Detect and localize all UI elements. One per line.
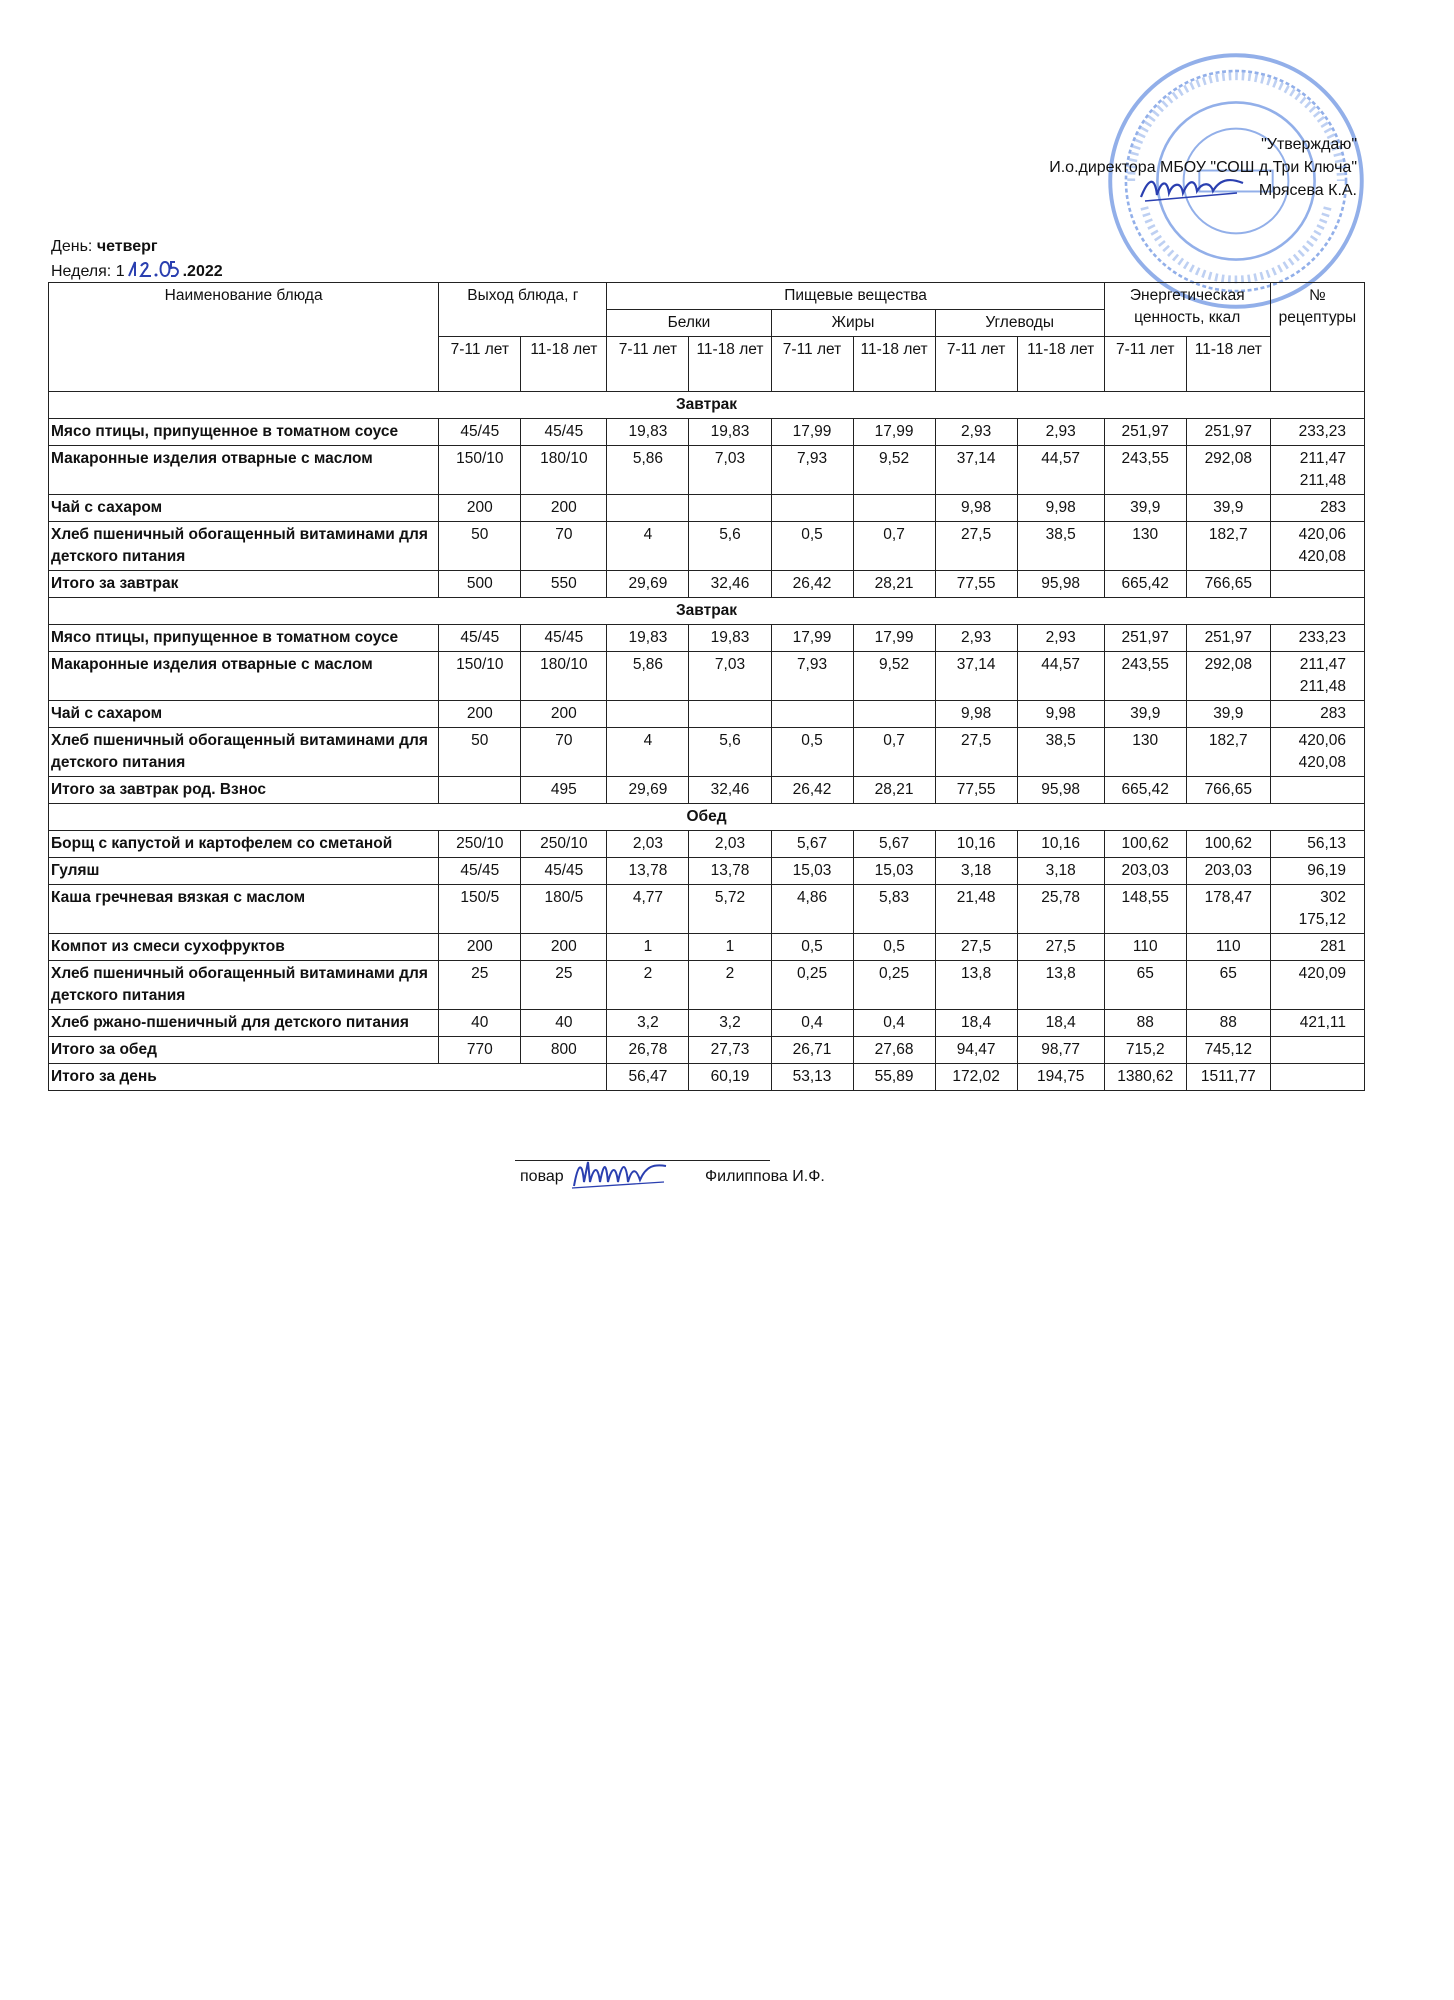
value-cell: 37,14	[935, 446, 1017, 495]
value-cell: 29,69	[607, 777, 689, 804]
dish-row	[49, 495, 1365, 522]
menu-table	[48, 282, 1365, 1091]
value-cell: 3,18	[1017, 858, 1104, 885]
value-cell: 182,7	[1186, 728, 1270, 777]
dish-row	[49, 728, 1365, 777]
day-total-label: Итого за день	[49, 1064, 607, 1091]
dish-name: Хлеб ржано-пшеничный для детского питания	[49, 1010, 439, 1037]
value-cell: 292,08	[1186, 446, 1270, 495]
value-cell	[771, 701, 853, 728]
value-cell: 45/45	[439, 419, 521, 446]
value-cell: 243,55	[1104, 652, 1186, 701]
value-cell: 766,65	[1186, 571, 1270, 598]
value-cell: 9,52	[853, 446, 935, 495]
value-cell: 17,99	[853, 419, 935, 446]
value-cell	[607, 495, 689, 522]
dish-row	[49, 446, 1365, 495]
dish-row	[49, 885, 1365, 934]
dish-row	[49, 934, 1365, 961]
value-cell: 0,7	[853, 728, 935, 777]
recipe-number: 211,47 211,48	[1270, 446, 1364, 495]
value-cell: 7,03	[689, 446, 771, 495]
value-cell: 5,67	[771, 831, 853, 858]
value-cell: 178,47	[1186, 885, 1270, 934]
cook-name: Филиппова И.Ф.	[705, 1168, 825, 1185]
section-header-row	[49, 598, 1365, 625]
total-row	[49, 777, 1365, 804]
value-cell	[689, 701, 771, 728]
dish-name: Макаронные изделия отварные с маслом	[49, 446, 439, 495]
value-cell: 19,83	[689, 625, 771, 652]
value-cell: 26,71	[771, 1037, 853, 1064]
value-cell: 250/10	[439, 831, 521, 858]
value-cell: 200	[521, 701, 607, 728]
recipe-number: 233,23	[1270, 419, 1364, 446]
header-age: 11-18 лет	[1017, 337, 1104, 392]
value-cell: 100,62	[1186, 831, 1270, 858]
value-cell: 550	[521, 571, 607, 598]
value-cell	[771, 495, 853, 522]
director-signature-icon	[1137, 171, 1247, 207]
recipe-number: 281	[1270, 934, 1364, 961]
recipe-number	[1270, 1064, 1364, 1091]
value-cell: 251,97	[1104, 419, 1186, 446]
value-cell: 27,5	[935, 522, 1017, 571]
section-title: Завтрак	[49, 392, 1365, 419]
header-age: 7-11 лет	[1104, 337, 1186, 392]
value-cell: 0,5	[771, 522, 853, 571]
approval-signature-line	[1049, 179, 1357, 202]
value-cell: 1511,77	[1186, 1064, 1270, 1091]
recipe-number: 211,47 211,48	[1270, 652, 1364, 701]
value-cell: 27,5	[935, 728, 1017, 777]
value-cell: 19,83	[689, 419, 771, 446]
value-cell: 77,55	[935, 571, 1017, 598]
value-cell: 55,89	[853, 1064, 935, 1091]
value-cell	[439, 777, 521, 804]
value-cell: 25	[439, 961, 521, 1010]
value-cell: 38,5	[1017, 728, 1104, 777]
value-cell: 2	[689, 961, 771, 1010]
value-cell: 13,78	[689, 858, 771, 885]
value-cell: 130	[1104, 522, 1186, 571]
value-cell: 766,65	[1186, 777, 1270, 804]
day-value: четверг	[96, 238, 158, 255]
value-cell: 180/10	[521, 652, 607, 701]
recipe-number	[1270, 571, 1364, 598]
section-title: Обед	[49, 804, 1365, 831]
value-cell: 45/45	[439, 625, 521, 652]
value-cell: 0,5	[771, 728, 853, 777]
value-cell: 44,57	[1017, 652, 1104, 701]
day-info	[51, 235, 223, 283]
dish-name: Компот из смеси сухофруктов	[49, 934, 439, 961]
dish-row	[49, 522, 1365, 571]
recipe-number: 420,09	[1270, 961, 1364, 1010]
week-line: Неделя: 1 .2022	[51, 258, 223, 283]
value-cell: 95,98	[1017, 571, 1104, 598]
value-cell: 250/10	[521, 831, 607, 858]
value-cell: 5,83	[853, 885, 935, 934]
value-cell: 37,14	[935, 652, 1017, 701]
dish-name: Хлеб пшеничный обогащенный витаминами для детского питания	[49, 728, 439, 777]
value-cell: 27,73	[689, 1037, 771, 1064]
value-cell: 5,72	[689, 885, 771, 934]
value-cell: 200	[439, 495, 521, 522]
value-cell: 27,5	[1017, 934, 1104, 961]
value-cell: 39,9	[1186, 701, 1270, 728]
value-cell: 7,03	[689, 652, 771, 701]
header-age: 7-11 лет	[771, 337, 853, 392]
value-cell: 45/45	[521, 858, 607, 885]
value-cell: 0,5	[853, 934, 935, 961]
header-energy: Энергетическая ценность, ккал	[1104, 283, 1270, 337]
value-cell: 3,18	[935, 858, 1017, 885]
value-cell: 60,19	[689, 1064, 771, 1091]
value-cell: 9,98	[935, 701, 1017, 728]
value-cell: 2,93	[935, 625, 1017, 652]
value-cell: 27,5	[935, 934, 1017, 961]
dish-row	[49, 1010, 1365, 1037]
value-cell: 665,42	[1104, 571, 1186, 598]
value-cell: 150/10	[439, 446, 521, 495]
value-cell: 9,98	[935, 495, 1017, 522]
value-cell: 1380,62	[1104, 1064, 1186, 1091]
dish-name: Чай с сахаром	[49, 495, 439, 522]
cook-signature-icon	[570, 1152, 670, 1192]
value-cell: 65	[1186, 961, 1270, 1010]
dish-name: Чай с сахаром	[49, 701, 439, 728]
value-cell: 180/10	[521, 446, 607, 495]
value-cell: 28,21	[853, 571, 935, 598]
value-cell: 800	[521, 1037, 607, 1064]
day-line: День: четверг	[51, 238, 158, 255]
value-cell: 130	[1104, 728, 1186, 777]
value-cell: 182,7	[1186, 522, 1270, 571]
dish-name: Макаронные изделия отварные с маслом	[49, 652, 439, 701]
value-cell: 5,67	[853, 831, 935, 858]
value-cell: 2	[607, 961, 689, 1010]
value-cell: 17,99	[853, 625, 935, 652]
value-cell: 13,78	[607, 858, 689, 885]
value-cell: 9,98	[1017, 701, 1104, 728]
value-cell: 26,78	[607, 1037, 689, 1064]
value-cell: 19,83	[607, 419, 689, 446]
recipe-number: 283	[1270, 701, 1364, 728]
total-label: Итого за завтрак род. Взнос	[49, 777, 439, 804]
recipe-number: 420,06 420,08	[1270, 522, 1364, 571]
value-cell: 203,03	[1186, 858, 1270, 885]
dish-name: Мясо птицы, припущенное в томатном соусе	[49, 625, 439, 652]
handwritten-date-icon	[125, 258, 183, 280]
value-cell: 200	[521, 495, 607, 522]
dish-name: Каша гречневая вязкая с маслом	[49, 885, 439, 934]
value-cell: 98,77	[1017, 1037, 1104, 1064]
value-cell: 5,6	[689, 728, 771, 777]
value-cell: 40	[439, 1010, 521, 1037]
value-cell: 39,9	[1104, 701, 1186, 728]
value-cell: 745,12	[1186, 1037, 1270, 1064]
value-cell: 200	[439, 934, 521, 961]
header-age: 11-18 лет	[689, 337, 771, 392]
section-title: Завтрак	[49, 598, 1365, 625]
value-cell: 3,2	[689, 1010, 771, 1037]
value-cell: 18,4	[935, 1010, 1017, 1037]
value-cell: 251,97	[1186, 419, 1270, 446]
value-cell: 7,93	[771, 446, 853, 495]
value-cell: 172,02	[935, 1064, 1017, 1091]
value-cell: 110	[1104, 934, 1186, 961]
value-cell: 150/5	[439, 885, 521, 934]
value-cell: 39,9	[1104, 495, 1186, 522]
recipe-number: 96,19	[1270, 858, 1364, 885]
recipe-number: 420,06 420,08	[1270, 728, 1364, 777]
value-cell: 53,13	[771, 1064, 853, 1091]
value-cell: 40	[521, 1010, 607, 1037]
total-label: Итого за завтрак	[49, 571, 439, 598]
value-cell: 17,99	[771, 419, 853, 446]
value-cell: 25,78	[1017, 885, 1104, 934]
value-cell: 180/5	[521, 885, 607, 934]
dish-row	[49, 625, 1365, 652]
cook-label: повар	[520, 1168, 564, 1185]
recipe-number: 302 175,12	[1270, 885, 1364, 934]
value-cell: 88	[1104, 1010, 1186, 1037]
value-cell: 0,25	[771, 961, 853, 1010]
header-age: 11-18 лет	[853, 337, 935, 392]
value-cell: 10,16	[935, 831, 1017, 858]
value-cell: 0,25	[853, 961, 935, 1010]
value-cell: 665,42	[1104, 777, 1186, 804]
value-cell: 243,55	[1104, 446, 1186, 495]
value-cell: 88	[1186, 1010, 1270, 1037]
value-cell: 17,99	[771, 625, 853, 652]
value-cell: 18,4	[1017, 1010, 1104, 1037]
dish-row	[49, 652, 1365, 701]
value-cell: 0,4	[853, 1010, 935, 1037]
value-cell: 495	[521, 777, 607, 804]
header-age: 7-11 лет	[439, 337, 521, 392]
total-label: Итого за обед	[49, 1037, 439, 1064]
value-cell: 25	[521, 961, 607, 1010]
header-fats: Жиры	[771, 310, 935, 337]
value-cell: 9,98	[1017, 495, 1104, 522]
value-cell: 770	[439, 1037, 521, 1064]
value-cell: 13,8	[1017, 961, 1104, 1010]
header-dish-name: Наименование блюда	[49, 283, 439, 392]
value-cell: 5,86	[607, 652, 689, 701]
dish-name: Борщ с капустой и картофелем со сметаной	[49, 831, 439, 858]
value-cell: 45/45	[521, 419, 607, 446]
value-cell	[853, 495, 935, 522]
section-header-row	[49, 392, 1365, 419]
header-age: 7-11 лет	[607, 337, 689, 392]
value-cell: 3,2	[607, 1010, 689, 1037]
value-cell: 32,46	[689, 777, 771, 804]
dish-name: Хлеб пшеничный обогащенный витаминами для детского питания	[49, 522, 439, 571]
day-total-row	[49, 1064, 1365, 1091]
value-cell: 2,93	[1017, 625, 1104, 652]
recipe-number	[1270, 1037, 1364, 1064]
value-cell: 2,03	[689, 831, 771, 858]
value-cell: 28,21	[853, 777, 935, 804]
dish-row	[49, 831, 1365, 858]
header-nutrients: Пищевые вещества	[607, 283, 1104, 310]
value-cell: 715,2	[1104, 1037, 1186, 1064]
value-cell: 45/45	[521, 625, 607, 652]
value-cell: 38,5	[1017, 522, 1104, 571]
dish-name: Хлеб пшеничный обогащенный витаминами для детского питания	[49, 961, 439, 1010]
value-cell: 39,9	[1186, 495, 1270, 522]
value-cell: 65	[1104, 961, 1186, 1010]
header-recipe: № рецептуры	[1270, 283, 1364, 392]
recipe-number: 283	[1270, 495, 1364, 522]
value-cell: 77,55	[935, 777, 1017, 804]
value-cell: 100,62	[1104, 831, 1186, 858]
value-cell: 200	[439, 701, 521, 728]
value-cell: 50	[439, 728, 521, 777]
value-cell	[853, 701, 935, 728]
value-cell: 200	[521, 934, 607, 961]
approval-position: И.о.директора МБОУ "СОШ д.Три Ключа"	[1049, 159, 1357, 176]
approval-title: "Утверждаю"	[1261, 136, 1357, 153]
header-proteins: Белки	[607, 310, 771, 337]
value-cell: 4	[607, 522, 689, 571]
value-cell: 15,03	[771, 858, 853, 885]
value-cell: 148,55	[1104, 885, 1186, 934]
section-header-row	[49, 804, 1365, 831]
recipe-number	[1270, 777, 1364, 804]
value-cell: 5,6	[689, 522, 771, 571]
dish-row	[49, 701, 1365, 728]
value-cell: 2,03	[607, 831, 689, 858]
dish-row	[49, 961, 1365, 1010]
dish-name: Гуляш	[49, 858, 439, 885]
value-cell: 0,4	[771, 1010, 853, 1037]
value-cell: 44,57	[1017, 446, 1104, 495]
total-row	[49, 1037, 1365, 1064]
value-cell: 13,8	[935, 961, 1017, 1010]
recipe-number: 233,23	[1270, 625, 1364, 652]
value-cell: 4,77	[607, 885, 689, 934]
value-cell: 45/45	[439, 858, 521, 885]
value-cell: 32,46	[689, 571, 771, 598]
value-cell: 15,03	[853, 858, 935, 885]
header-age: 7-11 лет	[935, 337, 1017, 392]
recipe-number: 421,11	[1270, 1010, 1364, 1037]
value-cell: 70	[521, 728, 607, 777]
recipe-number: 56,13	[1270, 831, 1364, 858]
value-cell	[689, 495, 771, 522]
dish-row	[49, 419, 1365, 446]
value-cell: 251,97	[1186, 625, 1270, 652]
value-cell: 1	[607, 934, 689, 961]
value-cell: 94,47	[935, 1037, 1017, 1064]
value-cell: 5,86	[607, 446, 689, 495]
value-cell: 29,69	[607, 571, 689, 598]
dish-name: Мясо птицы, припущенное в томатном соусе	[49, 419, 439, 446]
value-cell: 0,7	[853, 522, 935, 571]
dish-row	[49, 858, 1365, 885]
header-age: 11-18 лет	[1186, 337, 1270, 392]
value-cell: 9,52	[853, 652, 935, 701]
value-cell: 50	[439, 522, 521, 571]
value-cell: 1	[689, 934, 771, 961]
value-cell: 2,93	[1017, 419, 1104, 446]
value-cell: 4	[607, 728, 689, 777]
header-carbs: Углеводы	[935, 310, 1104, 337]
approval-director-name: Мрясева К.А.	[1258, 182, 1357, 199]
value-cell: 21,48	[935, 885, 1017, 934]
approval-block	[1049, 133, 1357, 202]
value-cell: 10,16	[1017, 831, 1104, 858]
value-cell: 26,42	[771, 571, 853, 598]
value-cell: 150/10	[439, 652, 521, 701]
header-output: Выход блюда, г	[439, 283, 607, 337]
value-cell: 500	[439, 571, 521, 598]
value-cell: 2,93	[935, 419, 1017, 446]
value-cell: 19,83	[607, 625, 689, 652]
value-cell: 251,97	[1104, 625, 1186, 652]
menu-table-header	[49, 283, 1365, 392]
value-cell: 7,93	[771, 652, 853, 701]
value-cell: 194,75	[1017, 1064, 1104, 1091]
value-cell: 56,47	[607, 1064, 689, 1091]
value-cell: 110	[1186, 934, 1270, 961]
value-cell: 0,5	[771, 934, 853, 961]
value-cell: 27,68	[853, 1037, 935, 1064]
value-cell: 4,86	[771, 885, 853, 934]
header-age: 11-18 лет	[521, 337, 607, 392]
total-row	[49, 571, 1365, 598]
value-cell: 292,08	[1186, 652, 1270, 701]
value-cell	[607, 701, 689, 728]
value-cell: 203,03	[1104, 858, 1186, 885]
menu-table-body	[49, 392, 1365, 1091]
value-cell: 26,42	[771, 777, 853, 804]
value-cell: 95,98	[1017, 777, 1104, 804]
value-cell: 70	[521, 522, 607, 571]
